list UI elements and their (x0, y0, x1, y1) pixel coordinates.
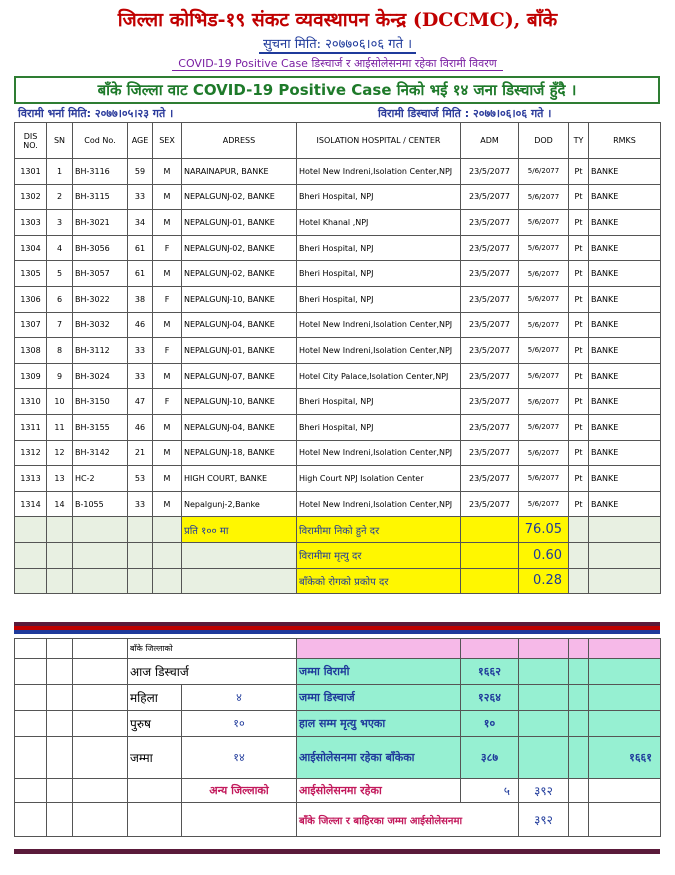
discharge-date: विरामी डिस्चार्ज मिति : २०७७।०६।०६ गते । (378, 107, 552, 120)
cell-isolation: Hotel New Indreni,Isolation Center,NPJ (297, 159, 461, 185)
cell-adress: NEPALGUNJ-02, BANKE (182, 235, 297, 261)
cell-isolation: Bheri Hospital, NPJ (297, 389, 461, 415)
cell-ty: Pt (569, 363, 589, 389)
cell-sn: 3 (47, 210, 73, 236)
cell-dis-no: 1305 (15, 261, 47, 287)
cell-cod-no: BH-3116 (73, 159, 128, 185)
col-rmks: RMKS (589, 123, 661, 159)
per-hundred-label: प्रति १०० मा (182, 517, 297, 543)
cell-sex: F (153, 338, 182, 364)
cell-dod: 5/6/2077 (519, 414, 569, 440)
cell-ty: Pt (569, 184, 589, 210)
cell-adm: 23/5/2077 (461, 466, 519, 492)
other-isolation-label: आईसोलेसनमा रहेका (297, 779, 461, 803)
cell-dod: 5/6/2077 (519, 286, 569, 312)
rate-label: विरामीमा मृत्यु दर (297, 542, 461, 568)
cell-sex: M (153, 184, 182, 210)
cell-ty: Pt (569, 286, 589, 312)
cell-dod: 5/6/2077 (519, 210, 569, 236)
male-count: १० (182, 711, 297, 737)
cell-sn: 9 (47, 363, 73, 389)
cell-adm: 23/5/2077 (461, 184, 519, 210)
cell-rmks: BANKE (589, 210, 661, 236)
cell-isolation: Hotel New Indreni,Isolation Center,NPJ (297, 440, 461, 466)
cell-ty: Pt (569, 210, 589, 236)
rate-value: 76.05 (519, 517, 569, 543)
cell-sex: M (153, 312, 182, 338)
cell-sex: M (153, 491, 182, 517)
cell-rmks: BANKE (589, 491, 661, 517)
col-adress: ADRESS (182, 123, 297, 159)
summary-header-row (15, 639, 661, 659)
cell-sn: 14 (47, 491, 73, 517)
table-row (15, 312, 661, 338)
cell-rmks: BANKE (589, 440, 661, 466)
cell-adress: NEPALGUNJ-02, BANKE (182, 184, 297, 210)
cell-ty: Pt (569, 338, 589, 364)
cell-isolation: Bheri Hospital, NPJ (297, 286, 461, 312)
col-cod-no: Cod No. (73, 123, 128, 159)
cell-sex: M (153, 261, 182, 287)
total-patients-value: १६६२ (461, 659, 519, 685)
divider-stripes (14, 622, 660, 638)
cell-adm: 23/5/2077 (461, 491, 519, 517)
cell-adm: 23/5/2077 (461, 338, 519, 364)
cell-sex: M (153, 363, 182, 389)
other-isolation-value: ५ (461, 779, 519, 803)
cell-dod: 5/6/2077 (519, 363, 569, 389)
isolation-banke-value: ३८७ (461, 737, 519, 779)
cell-adm: 23/5/2077 (461, 235, 519, 261)
cell-sex: M (153, 414, 182, 440)
cell-age: 59 (128, 159, 153, 185)
district-label: बाँके जिल्लाको (128, 639, 297, 659)
cell-isolation: High Court NPJ Isolation Center (297, 466, 461, 492)
cell-sex: F (153, 286, 182, 312)
cell-dod: 5/6/2077 (519, 389, 569, 415)
today-discharge-label: आज डिस्चार्ज (128, 659, 297, 685)
cell-cod-no: BH-3112 (73, 338, 128, 364)
cell-age: 33 (128, 338, 153, 364)
cell-dod: 5/6/2077 (519, 491, 569, 517)
rate-row-incidence (15, 568, 661, 594)
discharge-banner: बाँके जिल्ला वाट COVID-19 Positive Case निको भई १४ जना डिस्चार्ज हुँदै । (14, 76, 660, 104)
cell-ty: Pt (569, 491, 589, 517)
summary-table (14, 638, 661, 837)
cell-adress: NEPALGUNJ-18, BANKE (182, 440, 297, 466)
cell-sex: M (153, 210, 182, 236)
cell-cod-no: BH-3115 (73, 184, 128, 210)
combined-total: ३९२ (519, 803, 569, 837)
cell-isolation: Hotel City Palace,Isolation Center,NPJ (297, 363, 461, 389)
cell-sn: 13 (47, 466, 73, 492)
bottom-bar (14, 849, 660, 854)
col-ty: TY (569, 123, 589, 159)
cell-isolation: Hotel New Indreni,Isolation Center,NPJ (297, 491, 461, 517)
cell-isolation: Bheri Hospital, NPJ (297, 235, 461, 261)
cell-dod: 5/6/2077 (519, 261, 569, 287)
cell-sn: 2 (47, 184, 73, 210)
summary-row-other (15, 779, 661, 803)
female-label: महिला (128, 685, 182, 711)
cell-adress: NEPALGUNJ-07, BANKE (182, 363, 297, 389)
cell-isolation: Bheri Hospital, NPJ (297, 261, 461, 287)
cell-adress: HIGH COURT, BANKE (182, 466, 297, 492)
cell-sn: 11 (47, 414, 73, 440)
table-row (15, 159, 661, 185)
cell-ty: Pt (569, 235, 589, 261)
cell-adm: 23/5/2077 (461, 440, 519, 466)
cell-rmks: BANKE (589, 312, 661, 338)
page-title: जिल्ला कोभिड-१९ संकट व्यवस्थापन केन्द्र (DCCMC), बाँके (117, 9, 558, 31)
cell-rmks: BANKE (589, 184, 661, 210)
cell-dis-no: 1308 (15, 338, 47, 364)
table-row (15, 440, 661, 466)
cell-ty: Pt (569, 466, 589, 492)
cell-dod: 5/6/2077 (519, 235, 569, 261)
summary-row-female (15, 685, 661, 711)
cell-rmks: BANKE (589, 338, 661, 364)
cell-dis-no: 1312 (15, 440, 47, 466)
cell-cod-no: BH-3032 (73, 312, 128, 338)
cell-isolation: Bheri Hospital, NPJ (297, 414, 461, 440)
cell-ty: Pt (569, 414, 589, 440)
table-row (15, 184, 661, 210)
subtitle-text: COVID-19 Positive Case डिस्चार्ज र आईसोलेसनमा रहेका विरामी विवरण (172, 57, 502, 71)
cell-dis-no: 1311 (15, 414, 47, 440)
cell-rmks: BANKE (589, 235, 661, 261)
notice-date-text: सुचना मिति: २०७७०६।०६ गते । (259, 37, 416, 54)
other-isolation-total: ३९२ (519, 779, 569, 803)
female-count: ४ (182, 685, 297, 711)
cell-ty: Pt (569, 440, 589, 466)
cell-sn: 6 (47, 286, 73, 312)
table-row (15, 210, 661, 236)
cell-rmks: BANKE (589, 466, 661, 492)
cell-dod: 5/6/2077 (519, 338, 569, 364)
cell-sex: M (153, 159, 182, 185)
male-label: पुरुष (128, 711, 182, 737)
table-row (15, 466, 661, 492)
cell-sex: M (153, 440, 182, 466)
cell-isolation: Hotel Khanal ,NPJ (297, 210, 461, 236)
cell-adress: Nepalgunj-2,Banke (182, 491, 297, 517)
cell-sn: 10 (47, 389, 73, 415)
cell-cod-no: BH-3142 (73, 440, 128, 466)
cell-sex: F (153, 389, 182, 415)
rate-value: 0.60 (519, 542, 569, 568)
cell-sn: 5 (47, 261, 73, 287)
summary-row-combined (15, 803, 661, 837)
cell-age: 47 (128, 389, 153, 415)
cell-dod: 5/6/2077 (519, 312, 569, 338)
cell-cod-no: BH-3150 (73, 389, 128, 415)
cell-adress: NEPALGUNJ-01, BANKE (182, 210, 297, 236)
cell-dod: 5/6/2077 (519, 440, 569, 466)
cell-sn: 7 (47, 312, 73, 338)
table-row (15, 338, 661, 364)
cell-rmks: BANKE (589, 414, 661, 440)
cell-ty: Pt (569, 159, 589, 185)
cell-age: 46 (128, 414, 153, 440)
total-discharge-value: १२६४ (461, 685, 519, 711)
total-label: जम्मा (128, 737, 182, 779)
rate-value: 0.28 (519, 568, 569, 594)
cell-dis-no: 1301 (15, 159, 47, 185)
cell-dis-no: 1313 (15, 466, 47, 492)
rate-label: विरामीमा निको हुने दर (297, 517, 461, 543)
cell-adm: 23/5/2077 (461, 414, 519, 440)
cell-cod-no: BH-3022 (73, 286, 128, 312)
cell-adress: NARAINAPUR, BANKE (182, 159, 297, 185)
cell-dis-no: 1303 (15, 210, 47, 236)
col-sex: SEX (153, 123, 182, 159)
cell-cod-no: B-1055 (73, 491, 128, 517)
cell-isolation: Hotel New Indreni,Isolation Center,NPJ (297, 338, 461, 364)
cell-age: 53 (128, 466, 153, 492)
admit-date: विरामी भर्ना मिति: २०७७।०५।२३ गते । (18, 107, 174, 120)
cell-dod: 5/6/2077 (519, 466, 569, 492)
cell-sex: M (153, 466, 182, 492)
table-header (15, 123, 661, 159)
col-dis-no: DIS NO. (15, 123, 47, 159)
cell-sex: F (153, 235, 182, 261)
cell-age: 34 (128, 210, 153, 236)
cell-dis-no: 1302 (15, 184, 47, 210)
cell-dod: 5/6/2077 (519, 159, 569, 185)
deaths-label: हाल सम्म मृत्यु भएका (297, 711, 461, 737)
cell-dis-no: 1306 (15, 286, 47, 312)
cell-rmks: BANKE (589, 159, 661, 185)
cell-adm: 23/5/2077 (461, 286, 519, 312)
other-district-label: अन्य जिल्लाको (182, 779, 297, 803)
col-age: AGE (128, 123, 153, 159)
col-adm: ADM (461, 123, 519, 159)
total-count: १४ (182, 737, 297, 779)
cell-dis-no: 1307 (15, 312, 47, 338)
rate-label: बाँकेको रोगको प्रकोप दर (297, 568, 461, 594)
cell-ty: Pt (569, 261, 589, 287)
rate-row-recovery (15, 517, 661, 543)
cell-sn: 12 (47, 440, 73, 466)
cell-cod-no: HC-2 (73, 466, 128, 492)
rate-row-mortality (15, 542, 661, 568)
notice-date (0, 34, 675, 52)
cell-dis-no: 1310 (15, 389, 47, 415)
patient-table (14, 122, 661, 594)
table-row (15, 286, 661, 312)
cell-age: 33 (128, 491, 153, 517)
cell-adress: NEPALGUNJ-01, BANKE (182, 338, 297, 364)
cell-adress: NEPALGUNJ-04, BANKE (182, 414, 297, 440)
total-patients-label: जम्मा विरामी (297, 659, 461, 685)
table-row (15, 491, 661, 517)
cell-cod-no: BH-3056 (73, 235, 128, 261)
cell-cod-no: BH-3057 (73, 261, 128, 287)
subtitle (0, 56, 675, 71)
cell-cod-no: BH-3024 (73, 363, 128, 389)
cell-ty: Pt (569, 312, 589, 338)
cell-rmks: BANKE (589, 389, 661, 415)
cell-isolation: Bheri Hospital, NPJ (297, 184, 461, 210)
summary-row-today (15, 659, 661, 685)
cell-rmks: BANKE (589, 286, 661, 312)
col-dod: DOD (519, 123, 569, 159)
summary-row-total (15, 737, 661, 779)
cell-adm: 23/5/2077 (461, 363, 519, 389)
cell-adress: NEPALGUNJ-02, BANKE (182, 261, 297, 287)
cell-age: 33 (128, 184, 153, 210)
col-sn: SN (47, 123, 73, 159)
cell-adm: 23/5/2077 (461, 159, 519, 185)
cell-age: 61 (128, 261, 153, 287)
cell-cod-no: BH-3155 (73, 414, 128, 440)
cell-adm: 23/5/2077 (461, 261, 519, 287)
cell-adress: NEPALGUNJ-10, BANKE (182, 389, 297, 415)
grand-total-value: १६६१ (589, 737, 661, 779)
cell-dis-no: 1304 (15, 235, 47, 261)
table-row (15, 389, 661, 415)
cell-sn: 1 (47, 159, 73, 185)
cell-adm: 23/5/2077 (461, 312, 519, 338)
isolation-banke-label: आईसोलेसनमा रहेका बाँकेका (297, 737, 461, 779)
cell-rmks: BANKE (589, 363, 661, 389)
cell-adm: 23/5/2077 (461, 389, 519, 415)
col-isolation: ISOLATION HOSPITAL / CENTER (297, 123, 461, 159)
cell-dod: 5/6/2077 (519, 184, 569, 210)
cell-age: 46 (128, 312, 153, 338)
cell-age: 21 (128, 440, 153, 466)
cell-dis-no: 1309 (15, 363, 47, 389)
cell-sn: 8 (47, 338, 73, 364)
deaths-value: १० (461, 711, 519, 737)
cell-cod-no: BH-3021 (73, 210, 128, 236)
cell-age: 33 (128, 363, 153, 389)
date-row (14, 106, 660, 122)
cell-isolation: Hotel New Indreni,Isolation Center,NPJ (297, 312, 461, 338)
cell-sn: 4 (47, 235, 73, 261)
table-row (15, 414, 661, 440)
cell-rmks: BANKE (589, 261, 661, 287)
summary-row-male (15, 711, 661, 737)
cell-age: 38 (128, 286, 153, 312)
cell-age: 61 (128, 235, 153, 261)
cell-adress: NEPALGUNJ-04, BANKE (182, 312, 297, 338)
table-row (15, 363, 661, 389)
cell-dis-no: 1314 (15, 491, 47, 517)
table-row (15, 261, 661, 287)
table-row (15, 235, 661, 261)
combined-label: बाँके जिल्ला र बाहिरका जम्मा आईसोलेसनमा (297, 803, 519, 837)
cell-ty: Pt (569, 389, 589, 415)
total-discharge-label: जम्मा डिस्चार्ज (297, 685, 461, 711)
cell-adm: 23/5/2077 (461, 210, 519, 236)
cell-adress: NEPALGUNJ-10, BANKE (182, 286, 297, 312)
